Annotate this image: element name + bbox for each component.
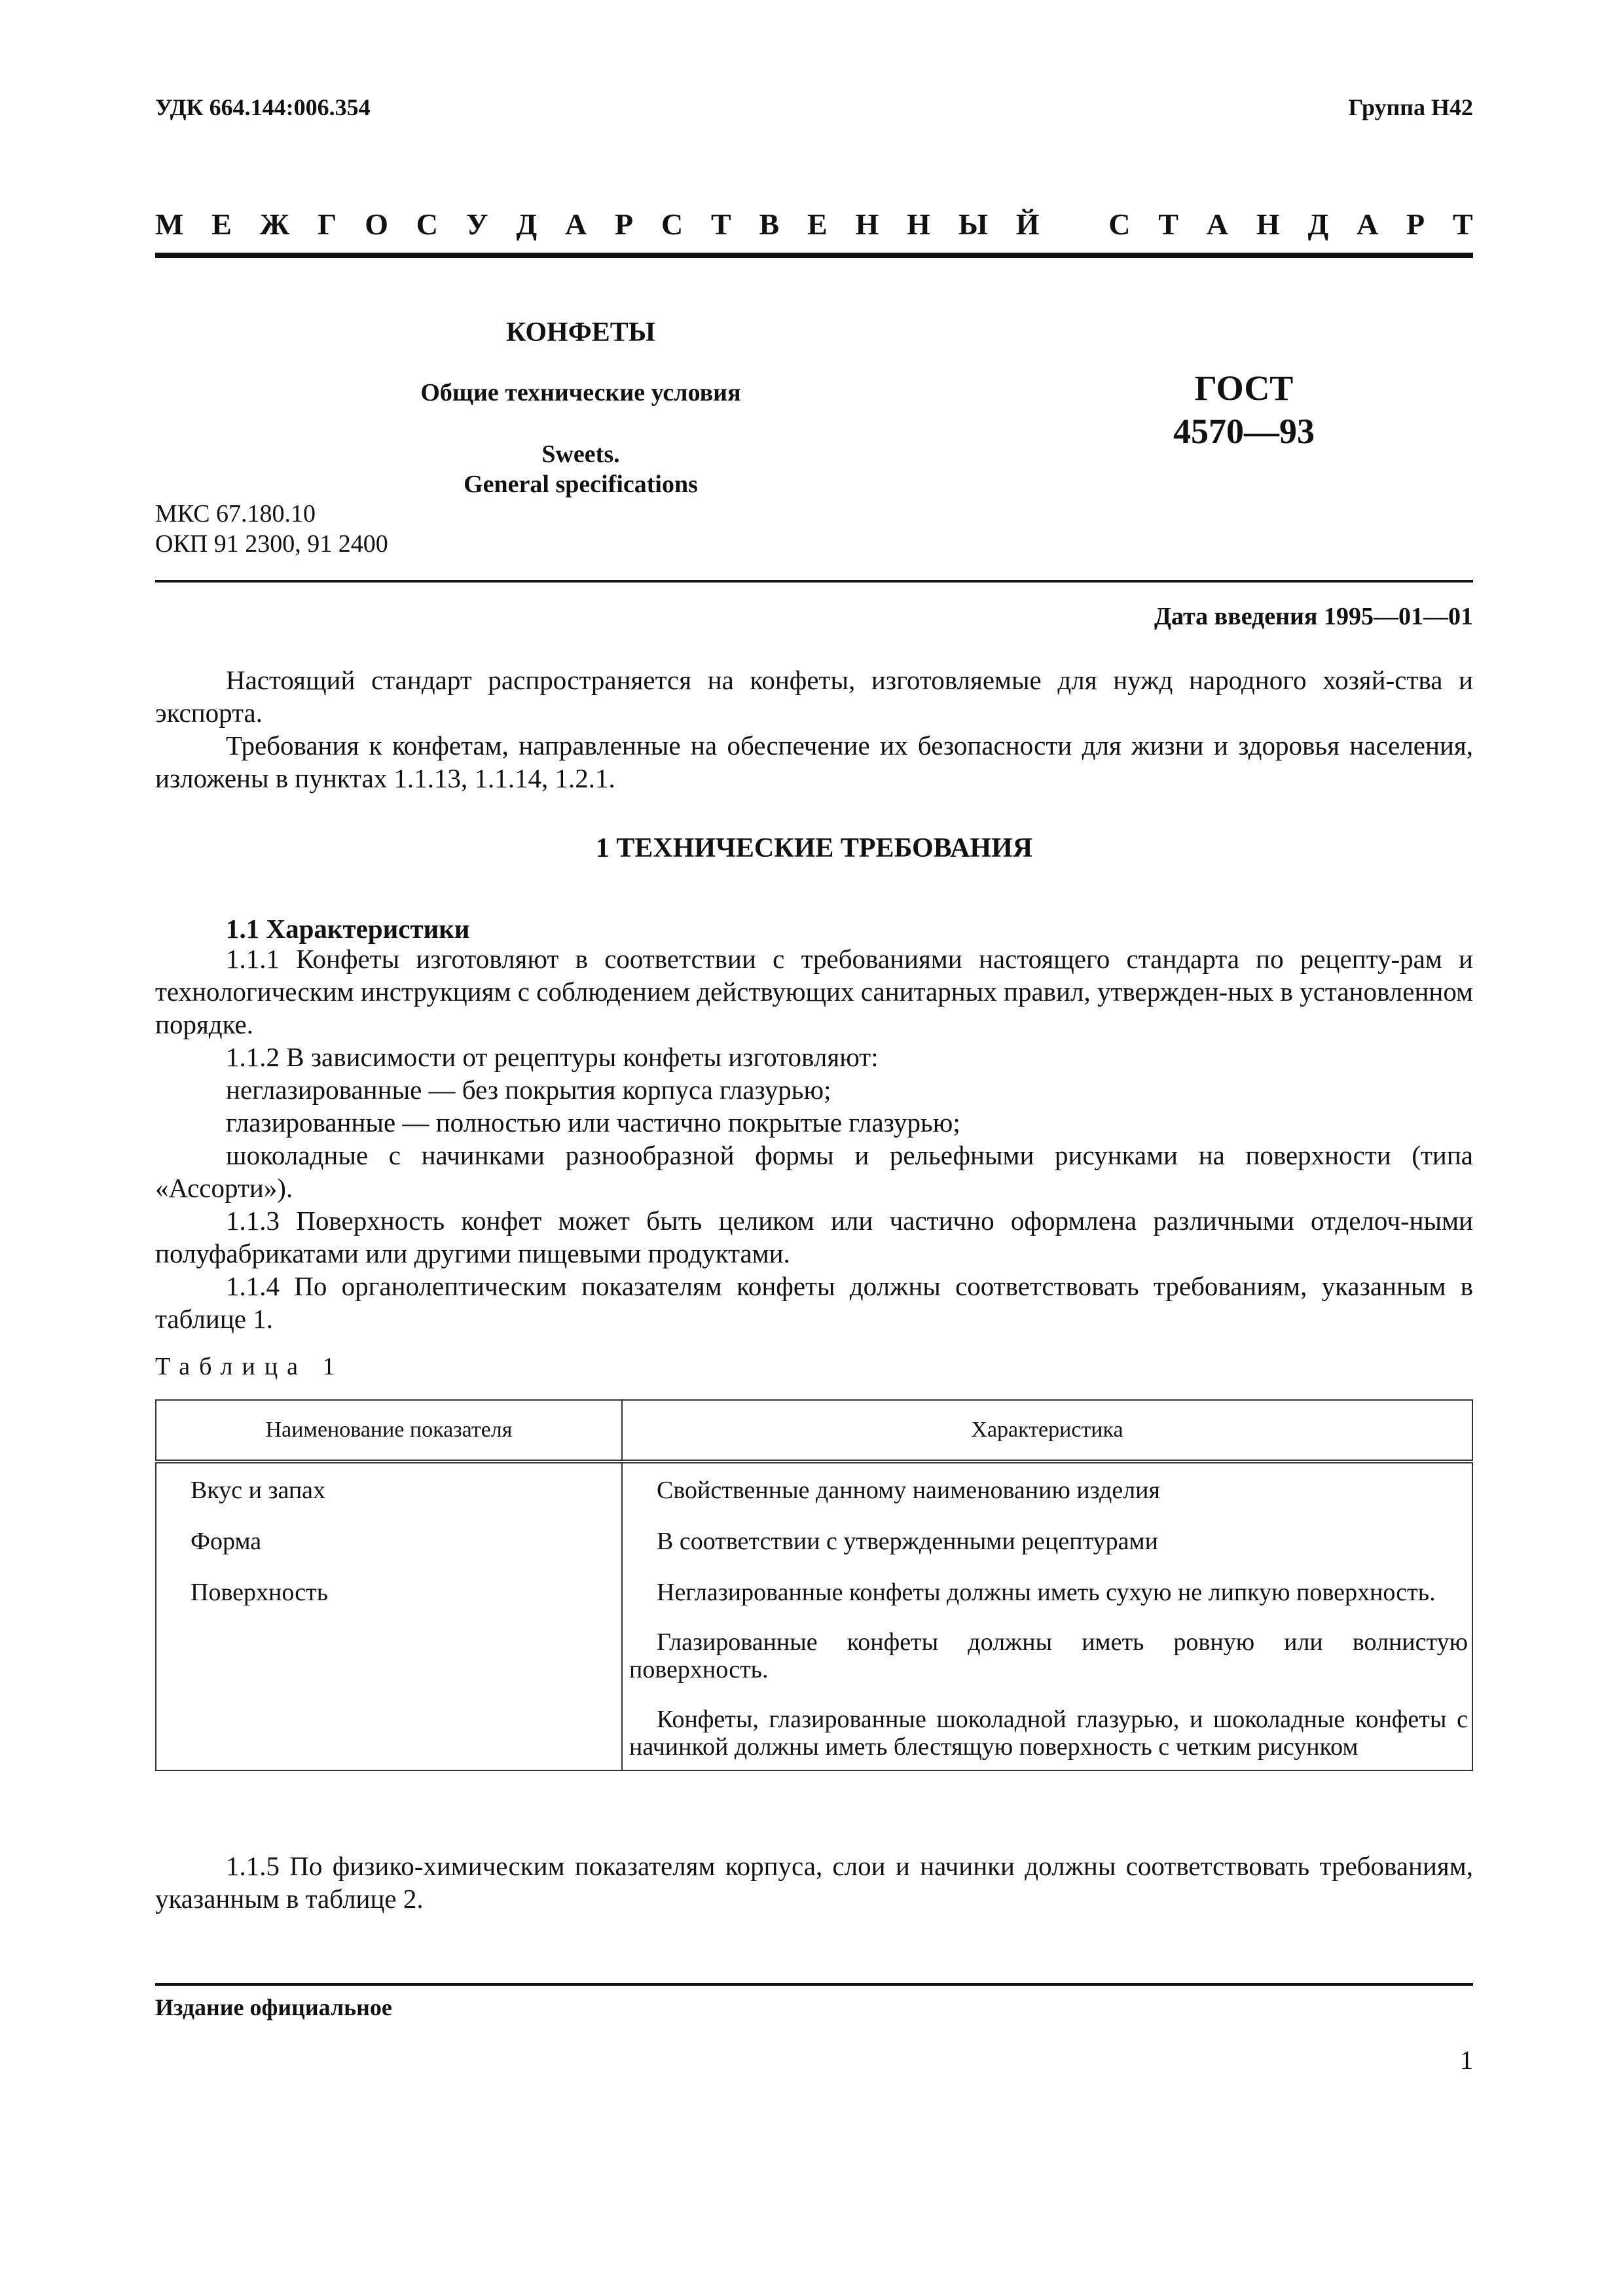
english-title-1: Sweets. (541, 440, 620, 468)
english-title-2: General specifications (464, 471, 698, 498)
letter: Д (1307, 207, 1329, 241)
letter: М (155, 207, 184, 241)
row-value: Конфеты, глазированные шоколадной глазурью, и шоколадные конфеты с начинкой должны иметь блестящую поверхность с четким рисунком (629, 1706, 1468, 1761)
gost-label: ГОСТ (1194, 368, 1294, 408)
table-caption: Таблица 1 (155, 1353, 344, 1380)
paragraph-1-1-2: 1.1.2 В зависимости от рецептуры конфеты изготовляют: (226, 1042, 879, 1072)
letter: С (416, 207, 439, 241)
footer-rule (155, 1983, 1473, 1986)
row-value: Глазированные конфеты должны иметь ровную или волнистую поверхность. (629, 1628, 1468, 1683)
list-item: глазированные — полностью или частично покрытые глазурью; (226, 1107, 960, 1138)
letter: Г (318, 207, 337, 241)
title-rule (155, 580, 1473, 583)
document-subtitle: Общие технические условия (420, 379, 741, 406)
paragraph-1-1-4: 1.1.4 По органолептическим показателям конфеты должны соответствовать требованиям, указанным в таблице 1. (155, 1271, 1473, 1334)
section-heading: 1 ТЕХНИЧЕСКИЕ ТРЕБОВАНИЯ (595, 833, 1033, 863)
row-value: Свойственные данному наименованию изделия (657, 1477, 1160, 1504)
list-item: неглазированные — без покрытия корпуса глазурью; (226, 1075, 831, 1105)
letter: Н (855, 207, 879, 241)
letter: А (564, 207, 587, 241)
letter: Н (1256, 207, 1280, 241)
intro-paragraph-2: Требования к конфетам, направленные на обеспечение их безопасности для жизни и здоровья населения, изложены в пунктах 1.1.13, 1.1.14, 1.2.1. (155, 730, 1473, 793)
letter: О (365, 207, 388, 241)
letter: Е (807, 207, 828, 241)
table-1 (155, 1399, 1473, 1771)
standard-type-heading (155, 207, 1473, 242)
okp-code: ОКП 91 2300, 91 2400 (155, 530, 388, 558)
paragraph-1-1-1: 1.1.1 Конфеты изготовляют в соответствии с требованиями настоящего стандарта по рецепту-рам и технологическим инструкциям с соблюдением действующих санитарных правил, утвержден-ных в установленном порядке. (155, 944, 1473, 1039)
letter: Т (711, 207, 731, 241)
row-value: Неглазированные конфеты должны иметь сухую не липкую поверхность. (657, 1579, 1436, 1606)
letter: Т (1158, 207, 1178, 241)
header-rule (155, 253, 1473, 258)
letter: В (759, 207, 780, 241)
letter: У (465, 207, 488, 241)
list-item: шоколадные с начинками разнообразной формы и рельефными рисунками на поверхности (типа «Ассорти»). (155, 1140, 1473, 1203)
letter: Ы (958, 207, 988, 241)
classification-codes (155, 499, 388, 559)
group-code: Группа Н42 (1348, 94, 1473, 120)
column-header: Наименование показателя (156, 1400, 622, 1462)
paragraph-1-1-3: 1.1.3 Поверхность конфет может быть целиком или частично оформлена различными отделоч-ными полуфабрикатами или другими пищевыми продуктами. (155, 1206, 1473, 1268)
table-header-row (156, 1400, 1472, 1462)
intro-paragraph-1: Настоящий стандарт распространяется на конфеты, изготовляемые для нужд народного хозяй-ства и экспорта. (155, 665, 1473, 728)
table-row (156, 1462, 1472, 1770)
row-value: В соответствии с утвержденными рецептурами (657, 1528, 1158, 1555)
table-cell (156, 1462, 622, 1770)
letter: А (1356, 207, 1379, 241)
edition-label: Издание официальное (155, 1994, 392, 2020)
letter: Н (907, 207, 930, 241)
letter: С (1108, 207, 1131, 241)
letter: А (1206, 207, 1229, 241)
letter: С (661, 207, 684, 241)
row-name: Вкус и запах (191, 1477, 326, 1504)
letter: Т (1452, 207, 1473, 241)
paragraph-1-1-5: 1.1.5 По физико-химическим показателям корпуса, слои и начинки должны соответствовать требованиям, указанным в таблице 2. (155, 1851, 1473, 1914)
subsection-heading: 1.1 Характеристики (226, 914, 470, 944)
mks-code: МКС 67.180.10 (155, 500, 316, 528)
row-name: Поверхность (191, 1579, 329, 1606)
letter: Й (1015, 207, 1040, 241)
page-number: 1 (1460, 2045, 1473, 2075)
letter: Ж (259, 207, 290, 241)
letter: Е (211, 207, 232, 241)
row-name: Форма (191, 1528, 262, 1555)
letter: Р (1406, 207, 1425, 241)
letter: Р (615, 207, 634, 241)
gost-code: 4570—93 (1173, 412, 1315, 451)
column-header: Характеристика (622, 1400, 1472, 1462)
table-cell (622, 1462, 1472, 1770)
document-title: КОНФЕТЫ (505, 317, 656, 348)
udk-code: УДК 664.144:006.354 (155, 94, 371, 120)
introduction-date: Дата введения 1995—01—01 (1154, 603, 1473, 630)
letter: Д (516, 207, 538, 241)
gost-number (1074, 367, 1414, 453)
